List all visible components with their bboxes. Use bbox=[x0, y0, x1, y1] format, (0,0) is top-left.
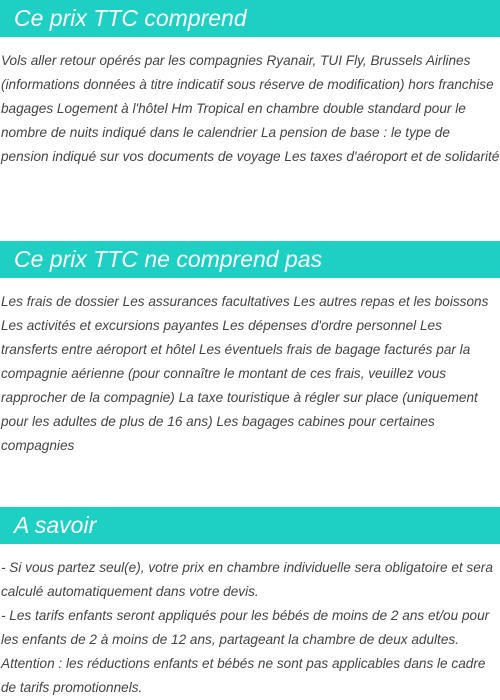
section-good-to-know bbox=[0, 507, 500, 700]
good-to-know-warning-note: Attention : les réductions enfants et bébés ne sont pas applicables dans le cadre de tarifs promotionnels. bbox=[1, 656, 486, 695]
good-to-know-solo-note: - Si vous partez seul(e), votre prix en chambre individuelle sera obligatoire et sera calculé automatiquement dans votre devis. bbox=[1, 560, 493, 599]
section-body-good-to-know bbox=[0, 544, 500, 700]
includes-paragraph: Vols aller retour opérés par les compagnies Ryanair, TUI Fly, Brussels Airlines (informations données à titre indicatif sous réserve de modification) hors franchise bagages Logement à l'hôtel Hm Tropical en chambre double standard pour le nombre de nuits indiqué dans le calendrier La pension de base : le type de pension indiqué sur vos documents de voyage Les taxes d'aéroport et de solidarité bbox=[1, 53, 500, 164]
section-title-includes: Ce prix TTC comprend bbox=[0, 0, 500, 37]
section-title-excludes: Ce prix TTC ne comprend pas bbox=[0, 241, 500, 278]
section-excludes bbox=[0, 241, 500, 507]
excludes-paragraph: Les frais de dossier Les assurances facultatives Les autres repas et les boissons Les activités et excursions payantes Les dépenses d'ordre personnel Les transferts entre aéroport et hôtel Les éventuels frais de bagage facturés par la compagnie aérienne (pour connaître le montant de ces frais, veuillez vous rapprocher de la compagnie) La taxe touristique à régler sur place (uniquement pour les adultes de plus de 16 ans) Les bagages cabines pour certaines compagnies bbox=[1, 294, 489, 453]
section-body-includes bbox=[0, 37, 500, 241]
section-body-excludes bbox=[0, 278, 500, 507]
section-title-good-to-know: A savoir bbox=[0, 507, 500, 544]
good-to-know-children-note: - Les tarifs enfants seront appliqués pour les bébés de moins de 2 ans et/ou pour les enfants de 2 à moins de 12 ans, partageant la chambre de deux adultes. bbox=[1, 608, 490, 647]
section-includes bbox=[0, 0, 500, 241]
